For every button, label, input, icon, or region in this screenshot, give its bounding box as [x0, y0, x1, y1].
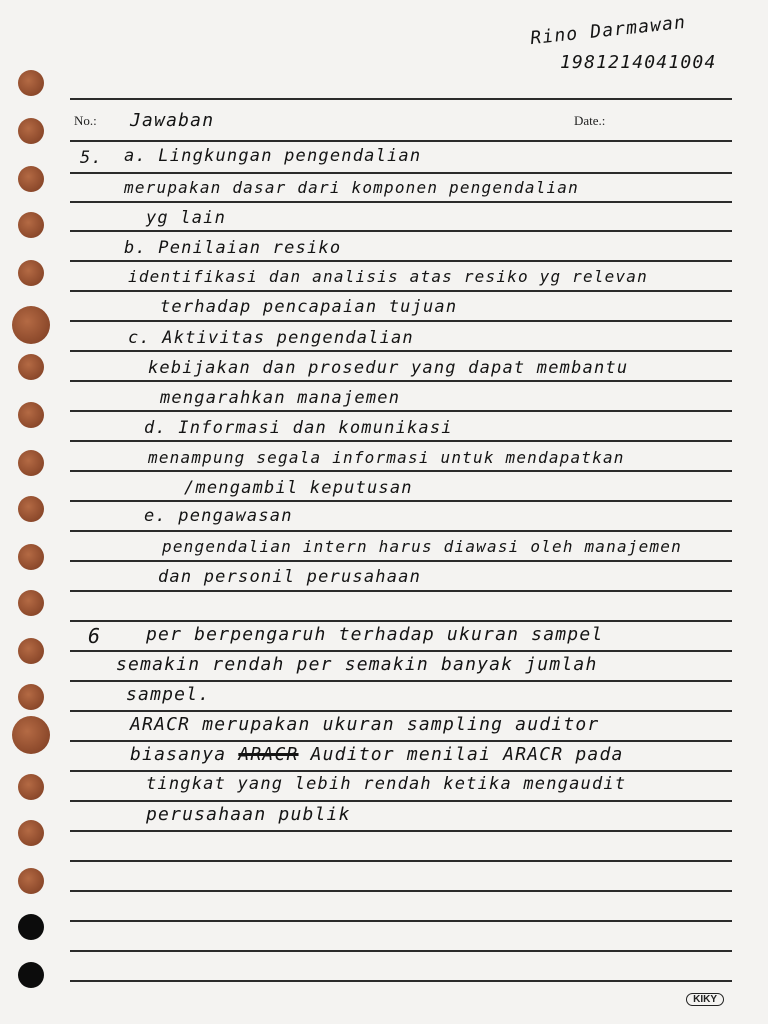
ruled-line: [70, 260, 732, 262]
answer-5e-line: pengendalian intern harus diawasi oleh manajemen: [162, 537, 682, 556]
ruled-line: [70, 201, 732, 203]
ruled-line: [70, 380, 732, 382]
ruled-line: [70, 980, 732, 982]
binder-hole: [18, 118, 44, 144]
student-id: 1981214041004: [560, 52, 717, 73]
ruled-line: [70, 290, 732, 292]
answer-5-number: 5.: [80, 148, 103, 168]
binder-hole: [18, 354, 44, 380]
answer-5c-title: c. Aktivitas pengendalian: [128, 328, 414, 348]
binder-hole: [18, 496, 44, 522]
answer-5a-line: yg lain: [146, 208, 227, 228]
answer-6-line: sampel.: [126, 684, 211, 705]
ruled-line: [70, 740, 732, 742]
date-label: Date.:: [574, 113, 606, 128]
binder-hole: [18, 70, 44, 96]
binder-hole: [18, 684, 44, 710]
answer-5c-line: mengarahkan manajemen: [160, 388, 401, 408]
answer-5d-line: menampung segala informasi untuk mendapatkan: [148, 448, 625, 467]
ruled-line: [70, 680, 732, 682]
answer-6-number: 6: [88, 624, 102, 648]
binder-hole: [18, 212, 44, 238]
answer-6-line: semakin rendah per semakin banyak jumlah: [116, 654, 598, 675]
ruled-line: [70, 950, 732, 952]
binder-hole: [18, 774, 44, 800]
page-title: Jawaban: [130, 110, 215, 131]
ruled-line: [70, 140, 732, 142]
ruled-line: [70, 410, 732, 412]
student-name: Rino Darmawan: [529, 11, 688, 50]
answer-6-line: per berpengaruh terhadap ukuran sampel: [146, 624, 604, 645]
answer-5b-title: b. Penilaian resiko: [124, 238, 342, 258]
binder-holes: [18, 0, 52, 1024]
ruled-line: [70, 470, 732, 472]
ruled-line: [70, 440, 732, 442]
answer-5b-line: terhadap pencapaian tujuan: [160, 297, 458, 317]
ruled-line: [70, 890, 732, 892]
ruled-line: [70, 710, 732, 712]
ruled-line: [70, 98, 732, 100]
ruled-line: [70, 500, 732, 502]
no-label: No.:: [74, 113, 97, 128]
answer-6-line: [130, 744, 624, 765]
ruled-line: [70, 800, 732, 802]
answer-5e-line: dan personil perusahaan: [158, 567, 422, 587]
binder-hole: [18, 914, 44, 940]
ruled-line: [70, 530, 732, 532]
answer-5d-title: d. Informasi dan komunikasi: [144, 418, 453, 438]
binder-hole: [18, 544, 44, 570]
ruled-line: [70, 770, 732, 772]
ruled-line: [70, 620, 732, 622]
binder-hole: [18, 962, 44, 988]
binder-hole: [18, 638, 44, 664]
binder-hole: [18, 868, 44, 894]
answer-5a-line: merupakan dasar dari komponen pengendalian: [124, 178, 579, 197]
binder-hole: [18, 820, 44, 846]
answer-5b-line: identifikasi dan analisis atas resiko yg relevan: [128, 267, 648, 286]
ruled-line: [70, 350, 732, 352]
binder-hole: [12, 716, 50, 754]
answer-6-line: perusahaan publik: [146, 804, 351, 825]
binder-hole: [18, 260, 44, 286]
binder-hole: [18, 450, 44, 476]
answer-6-line: tingkat yang lebih rendah ketika mengaudit: [146, 774, 627, 794]
ruled-line: [70, 590, 732, 592]
answer-5d-line: /mengambil keputusan: [184, 478, 413, 498]
ruled-line: [70, 650, 732, 652]
ruled-line: [70, 830, 732, 832]
ruled-line: [70, 172, 732, 174]
binder-hole: [18, 402, 44, 428]
answer-5e-title: e. pengawasan: [144, 506, 293, 526]
struck-word: ARACR: [238, 744, 299, 765]
binder-hole: [12, 306, 50, 344]
ruled-line: [70, 560, 732, 562]
answer-6-text: biasanya: [130, 744, 227, 765]
answer-5a-title: a. Lingkungan pengendalian: [124, 146, 422, 166]
binder-hole: [18, 166, 44, 192]
answer-6-line: ARACR merupakan ukuran sampling auditor: [130, 714, 600, 735]
notebook-brand-logo: KIKY: [686, 993, 724, 1006]
ruled-line: [70, 320, 732, 322]
ruled-line: [70, 860, 732, 862]
answer-5c-line: kebijakan dan prosedur yang dapat membantu: [148, 358, 629, 378]
answer-6-text: Auditor menilai ARACR pada: [310, 744, 624, 765]
ruled-line: [70, 920, 732, 922]
binder-hole: [18, 590, 44, 616]
ruled-line: [70, 230, 732, 232]
